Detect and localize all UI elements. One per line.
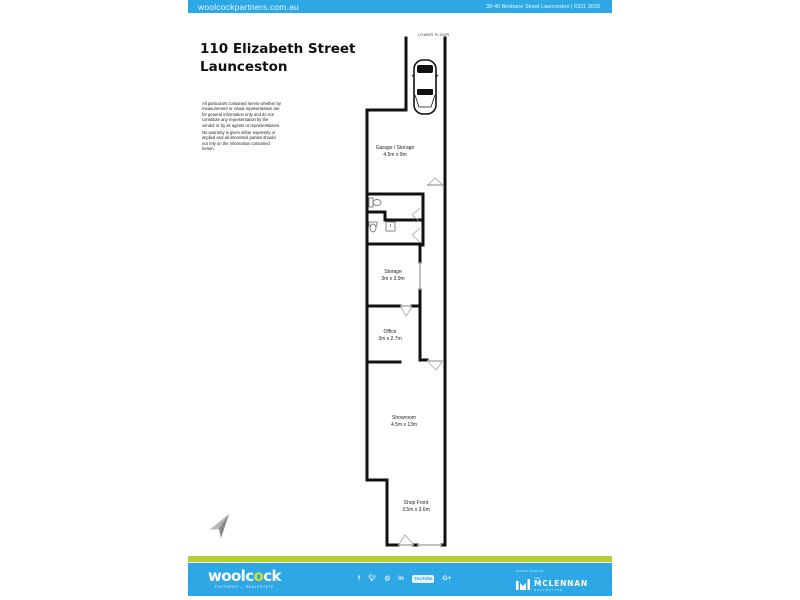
facebook-icon[interactable]: f [358,575,361,582]
room-size: 3m x 3.9m [381,276,405,282]
outer-wall-left [367,38,406,545]
room-size: 4.5m x 13m [390,422,418,428]
room-size: 3.5m x 3.6m [402,507,430,513]
room-name: Garage / Storage [375,145,415,151]
disclaimer-paragraph-1: All particulars contained herein whether by measurement or visual representation are for general information only and do not constitute any representation by the vendor or by its agents or representatives. [202,101,281,128]
room-name: Storage [384,269,402,275]
brand-subtitle: PARTNERS — REALESTATE [214,585,274,589]
linkedin-icon[interactable]: in [398,575,404,582]
credit-sub: COLLECTIVE [534,588,563,592]
room-garage-storage [376,145,414,159]
accent-bar [188,556,612,562]
wc-divider-wall [367,212,420,220]
toilet-icon [369,198,381,207]
toilet-icon [369,222,377,232]
mclennan-credit[interactable] [516,569,588,592]
footer [188,563,612,596]
room-name: Shop Front [403,500,429,506]
credit-label: FLOOR PLAN BY [516,569,546,573]
door-swing [428,178,443,185]
office-address-phone: 38-40 Brisbane Street Launceston | 6331 3033 [486,3,600,10]
instagram-icon[interactable]: ◎ [384,575,391,582]
floor-label: LOWER FLOOR [418,33,450,37]
room-size: 4.5m x 9m [383,152,407,158]
compass-icon [205,512,233,538]
room-name: Office [383,329,397,335]
room-name: Showroom [392,415,416,421]
youtube-icon[interactable]: YouTube [413,576,433,581]
woolcock-logo[interactable] [208,568,281,589]
property-suburb: Launceston [200,59,288,75]
social-links [358,575,451,583]
room-storage [381,269,404,283]
brand-wordmark: woolcock [208,567,281,585]
room-size: 3m x 2.7m [378,336,402,342]
mclennan-logo-icon [516,579,530,590]
google-plus-icon[interactable]: G+ [442,575,452,582]
twitter-icon[interactable]: 🐦︎ [368,575,377,582]
website-link[interactable]: woolcockpartners.com.au [198,1,299,12]
room-shop-front [402,500,430,514]
room-showroom [391,415,417,429]
credit-name: MCLENNAN [534,579,588,588]
basin-icon [386,222,395,231]
credit-the: THE [534,576,540,580]
car-icon [412,60,438,114]
disclaimer-paragraph-2: No warranty is given either expressly or implied and all interested parties should not rely on the information contained herein. [202,130,276,152]
property-street: 110 Elizabeth Street [200,41,356,57]
room-office [378,329,401,343]
